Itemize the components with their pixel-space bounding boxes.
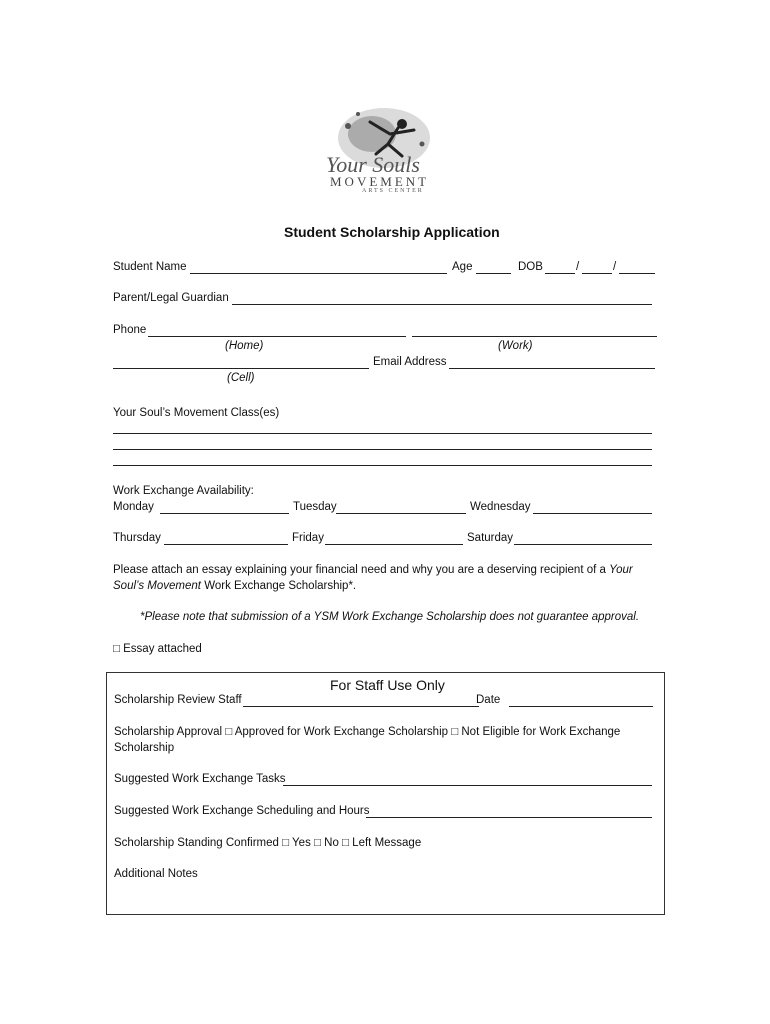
approval-line1[interactable]: Scholarship Approval □ Approved for Work Exchange Scholarship □ Not Eligible for Work Exchange <box>114 726 621 738</box>
cell-label: (Cell) <box>227 372 255 384</box>
logo <box>318 104 458 196</box>
review-staff-field[interactable] <box>243 706 479 707</box>
dob-year-field[interactable] <box>619 273 655 274</box>
tuesday-field[interactable] <box>336 513 466 514</box>
phone-home-field[interactable] <box>148 336 406 337</box>
phone-label: Phone <box>113 324 147 336</box>
phone-work-field[interactable] <box>412 336 657 337</box>
saturday-field[interactable] <box>514 544 652 545</box>
dob-slash-1: / <box>576 261 580 273</box>
phone-cell-field[interactable] <box>113 368 369 369</box>
essay-italic-1: Your <box>609 564 633 576</box>
classes-field-2[interactable] <box>113 449 652 450</box>
essay-attached-checkbox[interactable]: □ Essay attached <box>113 643 202 655</box>
wednesday-field[interactable] <box>533 513 652 514</box>
friday-field[interactable] <box>325 544 463 545</box>
email-field[interactable] <box>449 368 655 369</box>
date-field[interactable] <box>509 706 653 707</box>
essay-instructions-line2 <box>113 580 356 592</box>
staff-title: For Staff Use Only <box>330 677 445 693</box>
dob-slash-2: / <box>613 261 617 273</box>
saturday-label: Saturday <box>467 532 514 544</box>
logo-line3: ARTS CENTER <box>362 188 424 194</box>
guardian-field[interactable] <box>232 304 652 305</box>
essay-italic-2: Soul’s Movement <box>113 580 201 592</box>
work-label: (Work) <box>498 340 533 352</box>
friday-label: Friday <box>292 532 324 544</box>
student-name-field[interactable] <box>190 273 447 274</box>
dob-month-field[interactable] <box>545 273 575 274</box>
essay-instructions-line1 <box>113 564 633 576</box>
logo-line2: MOVEMENT <box>330 174 430 189</box>
page-title: Student Scholarship Application <box>284 224 500 240</box>
classes-field-1[interactable] <box>113 433 652 434</box>
scheduling-field[interactable] <box>366 817 652 818</box>
classes-field-3[interactable] <box>113 465 652 466</box>
essay-text-2: Work Exchange Scholarship*. <box>204 580 357 592</box>
student-name-label: Student Name <box>113 261 187 273</box>
logo-line1: Your Souls <box>326 152 420 177</box>
tasks-label: Suggested Work Exchange Tasks <box>114 773 286 785</box>
staff-use-box <box>106 672 665 915</box>
dob-label: DOB <box>518 261 543 273</box>
disclaimer-note: *Please note that submission of a YSM Work Exchange Scholarship does not guarantee approval. <box>140 611 640 623</box>
essay-text-1: Please attach an essay explaining your financial need and why you are a deserving recipient of a <box>113 564 606 576</box>
monday-label: Monday <box>113 501 154 513</box>
standing-line[interactable]: Scholarship Standing Confirmed □ Yes □ No □ Left Message <box>114 837 422 849</box>
thursday-label: Thursday <box>113 532 161 544</box>
classes-label: Your Soul’s Movement Class(es) <box>113 407 280 419</box>
availability-label: Work Exchange Availability: <box>113 485 254 497</box>
wednesday-label: Wednesday <box>470 501 531 513</box>
approval-line2: Scholarship <box>114 742 175 754</box>
dob-day-field[interactable] <box>582 273 612 274</box>
age-label: Age <box>452 261 473 273</box>
thursday-field[interactable] <box>164 544 288 545</box>
review-staff-label: Scholarship Review Staff <box>114 694 242 706</box>
scheduling-label: Suggested Work Exchange Scheduling and Hours <box>114 805 370 817</box>
date-label: Date <box>476 694 501 706</box>
additional-notes-label: Additional Notes <box>114 868 198 880</box>
email-label: Email Address <box>373 356 447 368</box>
tuesday-label: Tuesday <box>293 501 337 513</box>
age-field[interactable] <box>476 273 511 274</box>
tasks-field[interactable] <box>283 785 652 786</box>
guardian-label: Parent/Legal Guardian <box>113 292 229 304</box>
monday-field[interactable] <box>160 513 289 514</box>
home-label: (Home) <box>225 340 264 352</box>
